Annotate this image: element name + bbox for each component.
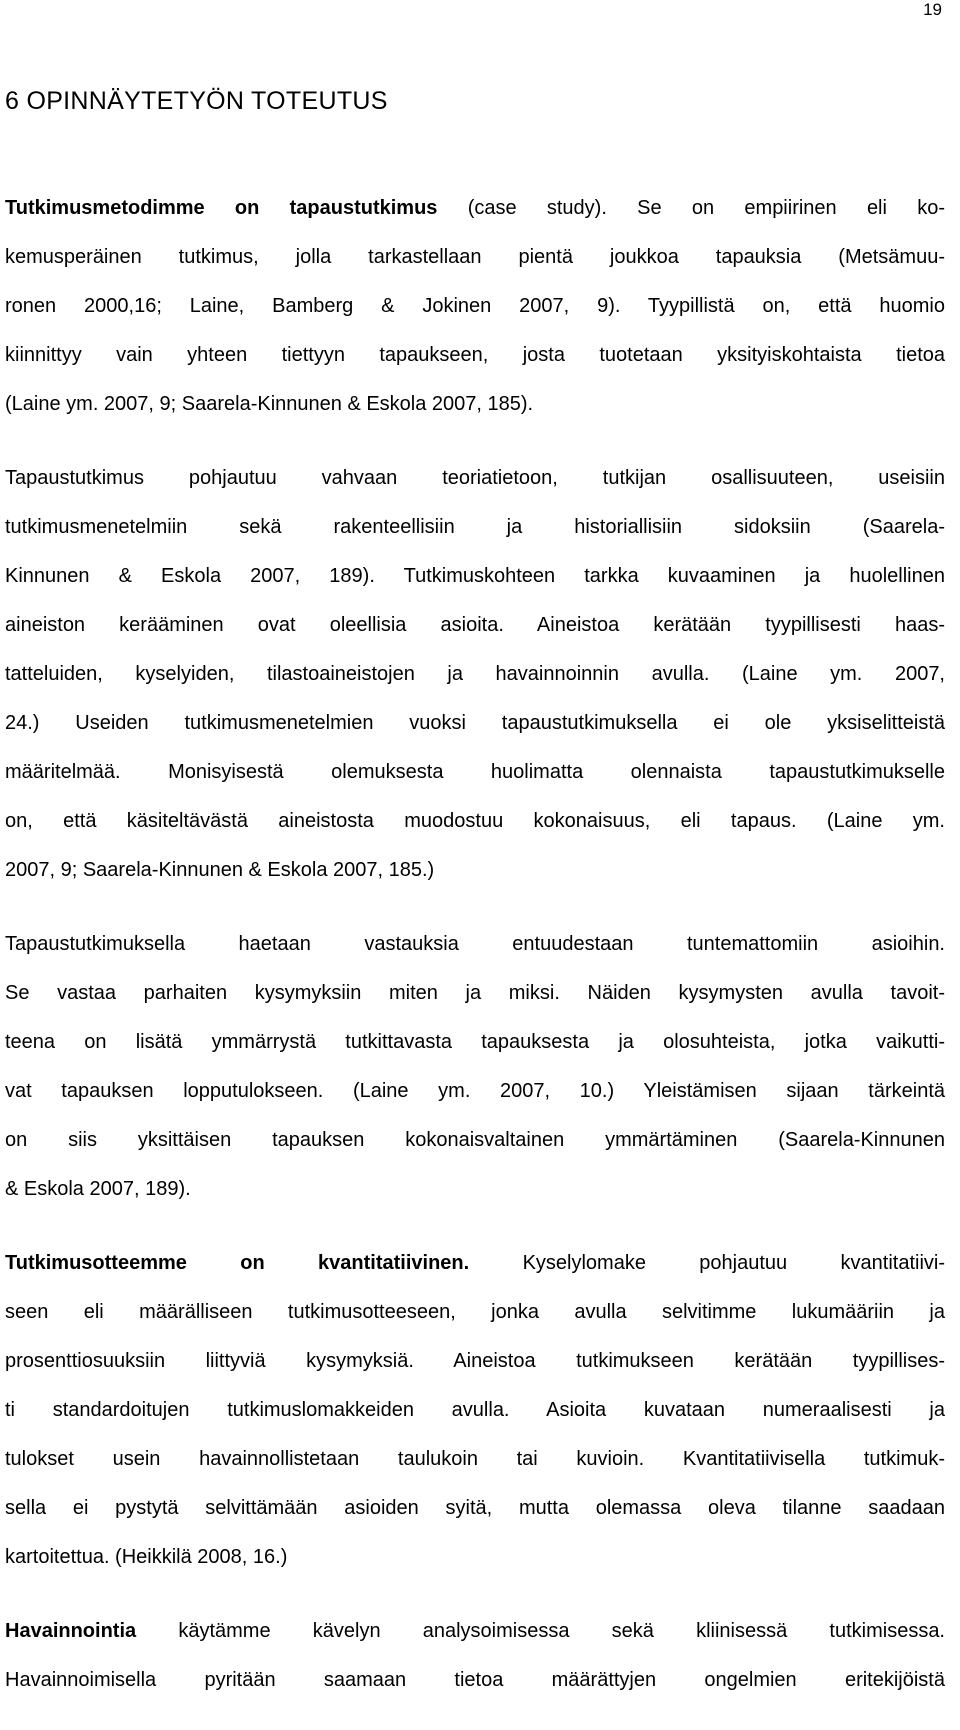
line-text: prosenttiosuuksiin liittyviä kysymyksiä. Aineistoa tutkimukseen kerätään tyypillises-: [5, 1350, 945, 1372]
line-text: käytämme kävelyn analysoimisessa sekä kliinisessä tutkimisessa.: [136, 1620, 945, 1642]
text-line: [5, 797, 945, 846]
text-line: [5, 969, 945, 1018]
text-line: [5, 380, 945, 429]
line-text: Tapaustutkimuksella haetaan vastauksia entuudestaan tuntemattomiin asioihin.: [5, 933, 945, 955]
paragraph: [5, 920, 945, 1214]
body-text: [5, 184, 945, 1730]
line-text: & Eskola 2007, 189).: [5, 1178, 191, 1200]
paragraph: [5, 1239, 945, 1582]
text-line: [5, 1288, 945, 1337]
line-text: teena on lisätä ymmärrystä tutkittavasta tapauksesta ja olosuhteista, jotka vaikutti-: [5, 1031, 945, 1053]
text-line: [5, 1239, 945, 1288]
line-text: aineiston kerääminen ovat oleellisia asioita. Aineistoa kerätään tyypillisesti haas-: [5, 614, 945, 636]
line-text: on siis yksittäisen tapauksen kokonaisvaltainen ymmärtäminen (Saarela-Kinnunen: [5, 1129, 945, 1151]
text-line: [5, 699, 945, 748]
text-line: [5, 1607, 945, 1656]
text-line: [5, 331, 945, 380]
line-text: Kinnunen & Eskola 2007, 189). Tutkimuskohteen tarkka kuvaaminen ja huolellinen: [5, 565, 945, 587]
line-text: kemusperäinen tutkimus, jolla tarkastellaan pientä joukkoa tapauksia (Metsämuu-: [5, 246, 945, 268]
text-line: [5, 1165, 945, 1214]
line-text: Tapaustutkimus pohjautuu vahvaan teoriatietoon, tutkijan osallisuuteen, useisiin: [5, 467, 945, 489]
line-text: 2007, 9; Saarela-Kinnunen & Eskola 2007, 185.): [5, 859, 435, 881]
text-line: [5, 846, 945, 895]
line-text: vat tapauksen lopputulokseen. (Laine ym. 2007, 10.) Yleistämisen sijaan tärkeintä: [5, 1080, 945, 1102]
text-line: [5, 1018, 945, 1067]
page-number: 19: [923, 0, 942, 19]
bold-lead-text: Havainnointia: [5, 1620, 137, 1642]
text-line: [5, 1337, 945, 1386]
text-line: [5, 650, 945, 699]
text-line: [5, 552, 945, 601]
chapter-heading: 6 OPINNÄYTETYÖN TOTEUTUS: [5, 87, 388, 115]
text-line: [5, 184, 945, 233]
text-line: [5, 601, 945, 650]
paragraph: [5, 184, 945, 429]
text-line: [5, 503, 945, 552]
text-line: [5, 748, 945, 797]
text-line: [5, 1435, 945, 1484]
line-text: Havainnoimisella pyritään saamaan tietoa määrättyjen ongelmien eritekijöistä: [5, 1669, 945, 1691]
text-line: [5, 282, 945, 331]
text-line: [5, 1656, 945, 1705]
line-text: on, että käsiteltävästä aineistosta muodostuu kokonaisuus, eli tapaus. (Laine ym.: [5, 810, 945, 832]
line-text: (Laine ym. 2007, 9; Saarela-Kinnunen & Eskola 2007, 185).: [5, 393, 534, 415]
line-text: määritelmää. Monisyisestä olemuksesta huolimatta olennaista tapaustutkimukselle: [5, 761, 945, 783]
text-line: [5, 1533, 945, 1582]
paragraph: [5, 1607, 945, 1705]
line-text: Se vastaa parhaiten kysymyksiin miten ja miksi. Näiden kysymysten avulla tavoit-: [5, 982, 945, 1004]
text-line: [5, 920, 945, 969]
line-text: Kyselylomake pohjautuu kvantitatiivi-: [469, 1252, 945, 1274]
text-line: [5, 1386, 945, 1435]
bold-lead-text: Tutkimusmetodimme on tapaustutkimus: [5, 197, 438, 219]
text-line: [5, 454, 945, 503]
text-line: [5, 1484, 945, 1533]
text-line: [5, 1067, 945, 1116]
line-text: 24.) Useiden tutkimusmenetelmien vuoksi tapaustutkimuksella ei ole yksiselitteistä: [5, 712, 945, 734]
paragraph: [5, 454, 945, 895]
bold-lead-text: Tutkimusotteemme on kvantitatiivinen.: [5, 1252, 470, 1274]
text-line: [5, 233, 945, 282]
line-text: sella ei pystytä selvittämään asioiden syitä, mutta olemassa oleva tilanne saadaan: [5, 1497, 945, 1519]
line-text: (case study). Se on empiirinen eli ko-: [437, 197, 945, 219]
line-text: seen eli määrälliseen tutkimusotteeseen, jonka avulla selvitimme lukumääriin ja: [5, 1301, 945, 1323]
line-text: tutkimusmenetelmiin sekä rakenteellisiin ja historiallisiin sidoksiin (Saarela-: [5, 516, 945, 538]
line-text: tulokset usein havainnollistetaan taulukoin tai kuvioin. Kvantitatiivisella tutkimuk-: [5, 1448, 945, 1470]
text-line: [5, 1116, 945, 1165]
line-text: kartoitettua. (Heikkilä 2008, 16.): [5, 1546, 288, 1568]
line-text: kiinnittyy vain yhteen tiettyyn tapaukseen, josta tuotetaan yksityiskohtaista tietoa: [5, 344, 945, 366]
line-text: tatteluiden, kyselyiden, tilastoaineistojen ja havainnoinnin avulla. (Laine ym. 2007,: [5, 663, 945, 685]
line-text: ronen 2000,16; Laine, Bamberg & Jokinen 2007, 9). Tyypillistä on, että huomio: [5, 295, 945, 317]
line-text: ti standardoitujen tutkimuslomakkeiden avulla. Asioita kuvataan numeraalisesti ja: [5, 1399, 945, 1421]
